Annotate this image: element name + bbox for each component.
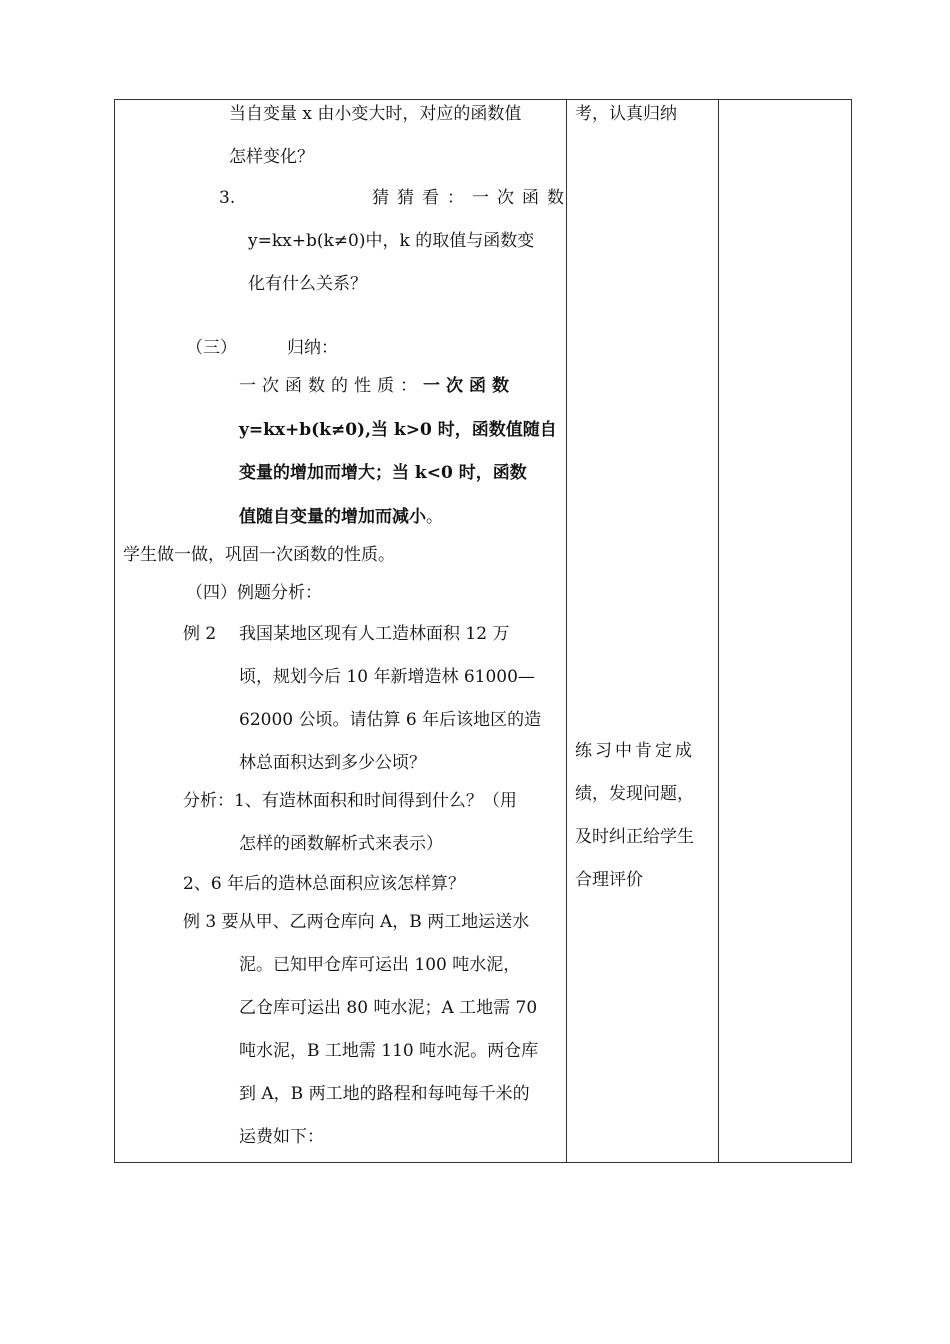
question-line: 化有什么关系？ [248,274,367,294]
analysis-line: 2、6 年后的造林总面积应该怎样算？ [183,874,466,894]
example-label: 例 2 [183,624,217,644]
example-line: 顷，规划今后 10 年新增造林 61000— [239,667,535,687]
example-line: 到 A，B 两工地的路程和每吨每千米的 [239,1084,530,1104]
property-line [239,374,515,398]
example-line: 我国某地区现有人工造林面积 12 万 [239,624,510,644]
side-note: 练习中肯定成 [575,741,695,761]
example-line: 例 3 要从甲、乙两仓库向 A，B 两工地运送水 [183,912,530,932]
property-end: 。 [426,507,443,527]
section-heading: （四）例题分析： [186,583,322,603]
side-note: 考，认真归纳 [575,104,677,124]
example-line: 林总面积达到多少公顷？ [239,753,426,773]
column-divider-1 [566,100,567,1162]
side-note: 及时纠正给学生 [575,827,694,847]
analysis-line: 分析：1、有造林面积和时间得到什么？（用 [183,791,517,811]
column-divider-2 [718,100,719,1162]
example-line: 泥。已知甲仓库可运出 100 吨水泥， [239,955,521,975]
side-note: 绩，发现问题， [575,784,694,804]
property-bold: 值随自变量的增加而减小 [239,507,426,527]
question-text: 猜猜看：一次函数 [372,188,572,208]
property-lead: 一次函数的性质： [239,376,423,396]
example-line: 乙仓库可运出 80 吨水泥；A 工地需 70 [239,998,538,1018]
side-note: 合理评价 [575,870,643,890]
section-number: （三） [186,338,237,358]
property-bold: 一次函数 [423,376,515,396]
property-line: 变量的增加而增大；当 k<0 时，函数 [239,463,527,483]
example-line: 运费如下： [239,1127,324,1147]
property-line: y=kx+b(k≠0),当 k>0 时，函数值随自 [239,420,557,440]
practice-line: 学生做一做，巩固一次函数的性质。 [123,545,395,565]
question-line: y=kx+b(k≠0)中，k 的取值与函数变 [248,231,535,251]
example-line: 62000 公顷。请估算 6 年后该地区的造 [239,710,542,730]
section-title: 归纳： [287,338,338,358]
example-line: 吨水泥，B 工地需 110 吨水泥。两仓库 [239,1041,539,1061]
question-number: 3. [219,188,236,208]
text-line: 当自变量 x 由小变大时，对应的函数值 [229,104,522,124]
text-line: 怎样变化？ [229,147,314,167]
property-line [239,505,443,529]
question-line [372,186,572,210]
analysis-line: 怎样的函数解析式来表示） [239,834,443,854]
